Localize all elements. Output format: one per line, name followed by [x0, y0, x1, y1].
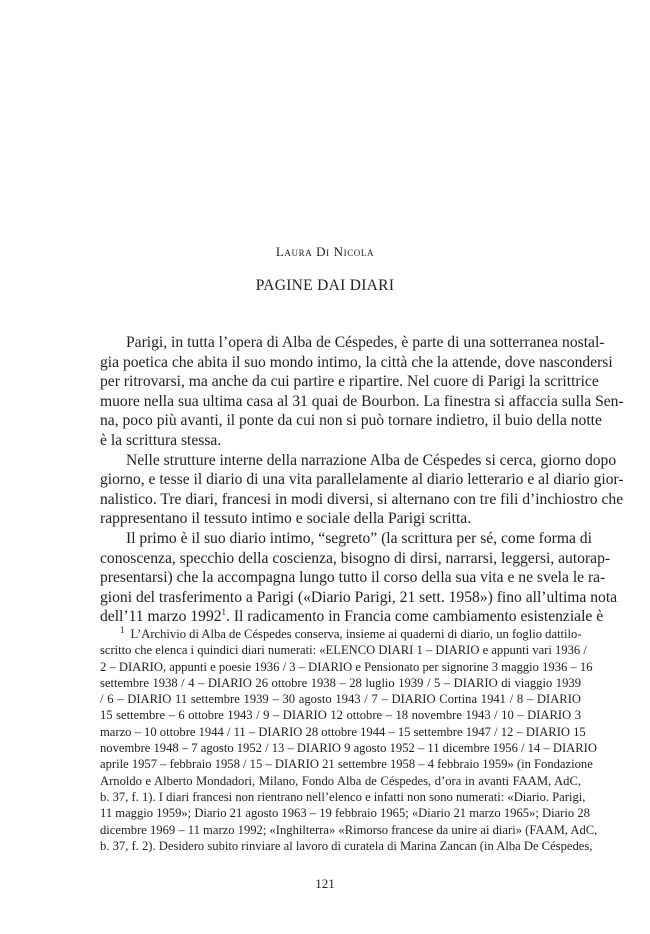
footnote-line: dicembre 1969 – 11 marzo 1992; «Inghilterra» «Rimorso francese da unire ai diari» (FAAM, AdC,: [100, 822, 598, 837]
body-line: rappresentano il tessuto intimo e sociale della Parigi scritta.: [100, 510, 472, 528]
footnote-line: 11 maggio 1959»; Diario 21 agosto 1963 – 19 febbraio 1965; «Diario 21 marzo 1965»; Diario 28: [100, 806, 590, 821]
body-line: Parigi, in tutta l’opera di Alba de Céspedes, è parte di una sotterranea nostal-: [126, 334, 605, 351]
page-number: 121: [315, 876, 335, 891]
chapter-title: PAGINE DAI DIARI: [255, 277, 395, 294]
body-line: conoscenza, specchio della coscienza, bisogno di dirsi, narrarsi, leggersi, autorap-: [100, 549, 611, 567]
footnote-line: marzo – 10 ottobre 1944 / 11 – DIARIO 28 ottobre 1944 – 15 settembre 1947 / 12 – DIARIO 15: [100, 724, 586, 739]
footnote: [100, 624, 598, 854]
body-line: presentarsi) che la accompagna lungo tutto il corso della sua vita e ne svela le ra-: [100, 569, 606, 587]
footnote-line: aprile 1957 – febbraio 1958 / 15 – DIARIO 21 settembre 1958 – 4 febbraio 1959» (in Fondazione: [100, 757, 593, 772]
footnote-line: scritto che elenca i quindici diari numerati: «ELENCO DIARI 1 – DIARIO e appunti vari 1936 /: [100, 643, 587, 658]
body-text: [100, 333, 624, 627]
footnote-line: 15 settembre – 6 ottobre 1943 / 9 – DIARIO 12 ottobre – 18 novembre 1943 / 10 – DIARIO 3: [100, 708, 581, 723]
footnote-line: b. 37, f. 2). Desidero subito rinviare al lavoro di curatela di Marina Zancan (in Alba De Céspedes,: [100, 838, 593, 853]
body-line: muore nella sua ultima casa al 31 quai de Bourbon. La finestra si affaccia sulla Sen-: [100, 392, 624, 410]
chapter-author: Laura Di Nicola: [275, 244, 375, 259]
footnote-marker: 1: [221, 607, 227, 618]
body-line: per ritrovarsi, ma anche da cui partire e ripartire. Nel cuore di Parigi la scrittrice: [100, 373, 599, 391]
footnote-line: settembre 1938 / 4 – DIARIO 26 ottobre 1938 – 28 luglio 1939 / 5 – DIARIO di viaggio 1939: [100, 675, 581, 690]
body-line: Nelle strutture interne della narrazione Alba de Céspedes si cerca, giorno dopo: [126, 451, 617, 469]
footnote-line: novembre 1948 – 7 agosto 1952 / 13 – DIARIO 9 agosto 1952 – 11 dicembre 1956 / 14 – DIARIO: [100, 741, 597, 756]
body-line: è la scrittura stessa.: [100, 431, 222, 449]
body-line: na, poco più avanti, il ponte da cui non si può tornare indietro, il buio della notte: [100, 412, 602, 430]
body-line: gia poetica che abita il suo mondo intimo, la città che la attende, dove nascondersi: [100, 353, 613, 371]
body-line: gioni del trasferimento a Parigi («Diario Parigi, 21 sett. 1958») fino all’ultima nota: [100, 588, 618, 606]
body-line: giorno, e tesse il diario di una vita parallelamente al diario letterario e al diario gior-: [100, 471, 624, 489]
body-line: nalistico. Tre diari, francesi in modi diversi, si alternano con tre fili d’inchiostro che: [100, 490, 624, 508]
body-line: Il primo è il suo diario intimo, “segreto” (la scrittura per sé, come forma di: [126, 529, 592, 547]
footnote-line: 2 – DIARIO, appunti e poesie 1936 / 3 – DIARIO e Pensionato per signorine 3 maggio 1936 – 16: [100, 659, 593, 674]
footnote-line: $^1$ L’Archivio di Alba de Céspedes conserva, insieme ai quaderni di diario, un foglio dattilo-: [120, 624, 582, 641]
footnote-line: Arnoldo e Alberto Mondadori, Milano, Fondo Alba de Céspedes, d’ora in avanti FAAM, AdC,: [100, 773, 581, 788]
footnote-number: 1: [120, 624, 125, 635]
body-line: dell’11 marzo 1992$^1$. Il radicamento in Francia come cambiamento esistenziale è: [100, 607, 604, 626]
footnote-line: / 6 – DIARIO 11 settembre 1939 – 30 agosto 1943 / 7 – DIARIO Cortina 1941 / 8 – DIARIO: [100, 692, 581, 707]
footnote-line: b. 37, f. 1). I diari francesi non rientrano nell’elenco e infatti non sono numerati: «Diario. Parigi,: [100, 789, 586, 804]
